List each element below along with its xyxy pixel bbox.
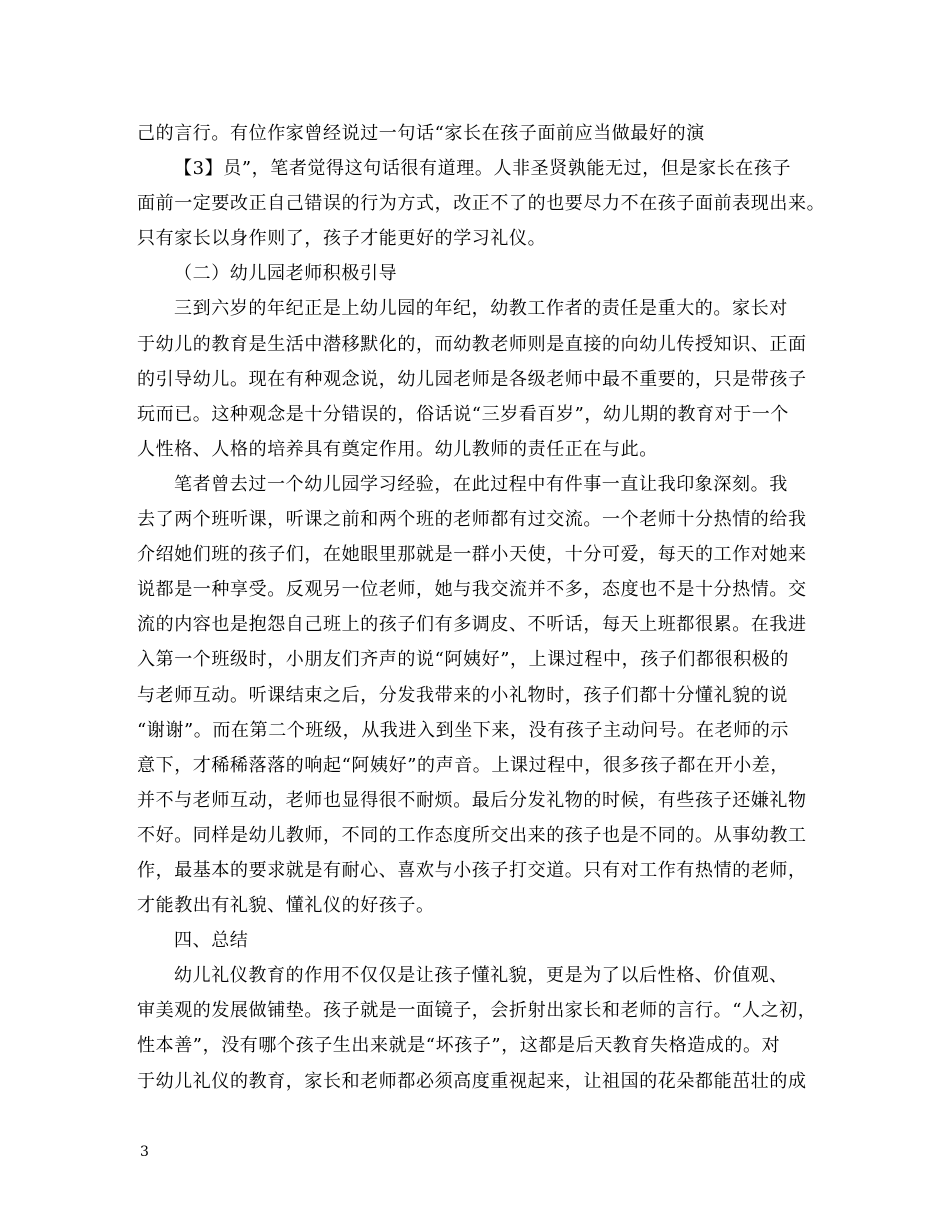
body-text <box>137 116 827 1099</box>
text-line: 流的内容也是抱怨自己班上的孩子们有多调皮、不听话，每天上班都很累。在我进 <box>137 614 807 636</box>
text-line: 去了两个班听课，听课之前和两个班的老师都有过交流。一个老师十分热情的给我 <box>137 509 807 531</box>
text-line: 与老师互动。听课结束之后，分发我带来的小礼物时，孩子们都十分懂礼貌的说 <box>137 684 788 706</box>
text-line: 笔者曾去过一个幼儿园学习经验，在此过程中有件事一直让我印象深刻。我 <box>174 473 788 495</box>
section-heading: （二）幼儿园老师积极引导 <box>174 263 398 285</box>
text-line: 己的言行。有位作家曾经说过一句话“家长在孩子面前应当做最好的演 <box>137 123 705 144</box>
text-line: 只有家长以身作则了，孩子才能更好的学习礼仪。 <box>137 228 547 250</box>
text-line: 意下，才稀稀落落的响起“阿姨好”的声音。上课过程中，很多孩子都在开小差， <box>137 754 790 776</box>
text-line: 不好。同样是幼儿教师，不同的工作态度所交出来的孩子也是不同的。从事幼教工 <box>137 824 807 846</box>
text-line: 审美观的发展做铺垫。孩子就是一面镜子，会折射出家长和老师的言行。“人之初， <box>137 1000 817 1022</box>
text-line: “谢谢”。而在第二个班级，从我进入到坐下来，没有孩子主动问号。在老师的示 <box>137 719 790 741</box>
page-number: 3 <box>140 1144 149 1160</box>
text-line: 人性格、人格的培养具有奠定作用。幼儿教师的责任正在与此。 <box>137 438 658 460</box>
text-line: 玩而已。这种观念是十分错误的，俗话说“三岁看百岁”，幼儿期的教育对于一个 <box>137 403 790 425</box>
text-line: 入第一个班级时，小朋友们齐声的说“阿姨好”，上课过程中，孩子们都很积极的 <box>137 649 790 671</box>
text-line: 幼儿礼仪教育的作用不仅仅是让孩子懂礼貌，更是为了以后性格、价值观、 <box>174 965 788 987</box>
text-line: 作，最基本的要求就是有耐心、喜欢与小孩子打交道。只有对工作有热情的老师， <box>137 859 807 881</box>
text-line: 【3】员”，笔者觉得这句话很有道理。人非圣贤孰能无过，但是家长在孩子 <box>174 158 792 180</box>
text-line: 性本善”，没有哪个孩子生出来就是“坏孩子”，这都是后天教育失格造成的。对 <box>137 1035 781 1057</box>
text-line: 的引导幼儿。现在有种观念说，幼儿园老师是各级老师中最不重要的，只是带孩子 <box>137 368 807 390</box>
text-line: 三到六岁的年纪正是上幼儿园的年纪，幼教工作者的责任是重大的。家长对 <box>174 298 788 320</box>
text-line: 于幼儿礼仪的教育，家长和老师都必须高度重视起来，让祖国的花朵都能茁壮的成 <box>137 1070 807 1092</box>
text-line: 面前一定要改正自己错误的行为方式，改正不了的也要尽力不在孩子面前表现出来。 <box>137 193 826 215</box>
section-heading: 四、总结 <box>174 930 249 952</box>
text-line: 于幼儿的教育是生活中潜移默化的，而幼教老师则是直接的向幼儿传授知识、正面 <box>137 333 807 355</box>
text-line: 并不与老师互动，老师也显得很不耐烦。最后分发礼物的时候，有些孩子还嫌礼物 <box>137 789 807 811</box>
text-line: 介绍她们班的孩子们，在她眼里那就是一群小天使，十分可爱，每天的工作对她来 <box>137 544 807 566</box>
text-line: 说都是一种享受。反观另一位老师，她与我交流并不多，态度也不是十分热情。交 <box>137 579 807 601</box>
text-line: 才能教出有礼貌、懂礼仪的好孩子。 <box>137 895 435 917</box>
